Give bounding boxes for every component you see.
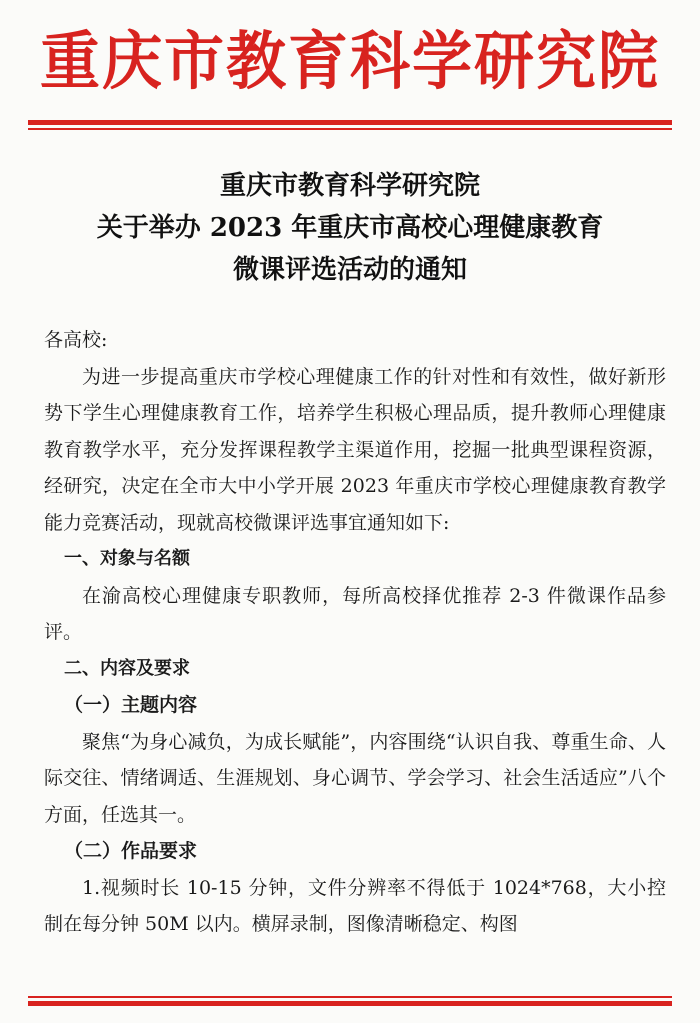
subsection-1-heading: （一）主题内容 xyxy=(64,694,198,716)
header-rule-thick xyxy=(28,120,672,125)
salutation: 各高校: xyxy=(44,329,108,351)
masthead-title: 重庆市教育科学研究院 xyxy=(40,25,660,99)
section-2-heading: 二、内容及要求 xyxy=(64,657,190,679)
notice-title-line-1: 重庆市教育科学研究院 xyxy=(219,171,480,201)
subsection-2-heading: （二）作品要求 xyxy=(64,840,198,862)
footer-rule-thick xyxy=(28,1001,672,1006)
subsection-1-text: 聚焦“为身心减负，为成长赋能”，内容围绕“认识自我、尊重生命、人际交往、情绪调适、生涯规划、身心调节、学会学习、社会生活适应”八个方面，任选其一。 xyxy=(44,730,666,826)
header-rule-thin xyxy=(28,128,672,130)
intro-paragraph: 为进一步提高重庆市学校心理健康工作的针对性和有效性，做好新形势下学生心理健康教育工作，培养学生积极心理品质，提升教师心理健康教育教学水平，充分发挥课程教学主渠道作用，挖掘一批典型课程资源，经研究，决定在全市大中小学开展 2023 年重庆市学校心理健康教育教学能力竞赛活动，现就高校微课评选事宜通知如下: xyxy=(44,365,666,534)
section-1-text: 在渝高校心理健康专职教师，每所高校择优推荐 2-3 件微课作品参评。 xyxy=(44,584,666,643)
section-1-heading: 一、对象与名额 xyxy=(64,548,190,569)
notice-body xyxy=(44,322,666,943)
notice-title-line-2: 关于举办 2023 年重庆市高校心理健康教育 xyxy=(96,213,604,243)
notice-title-line-3: 微课评选活动的通知 xyxy=(232,255,467,285)
footer-rule-thin xyxy=(28,996,672,998)
subsection-2-text: 1.视频时长 10-15 分钟，文件分辨率不得低于 1024*768，大小控制在每分钟 50M 以内。横屏录制，图像清晰稳定、构图 xyxy=(44,876,666,935)
